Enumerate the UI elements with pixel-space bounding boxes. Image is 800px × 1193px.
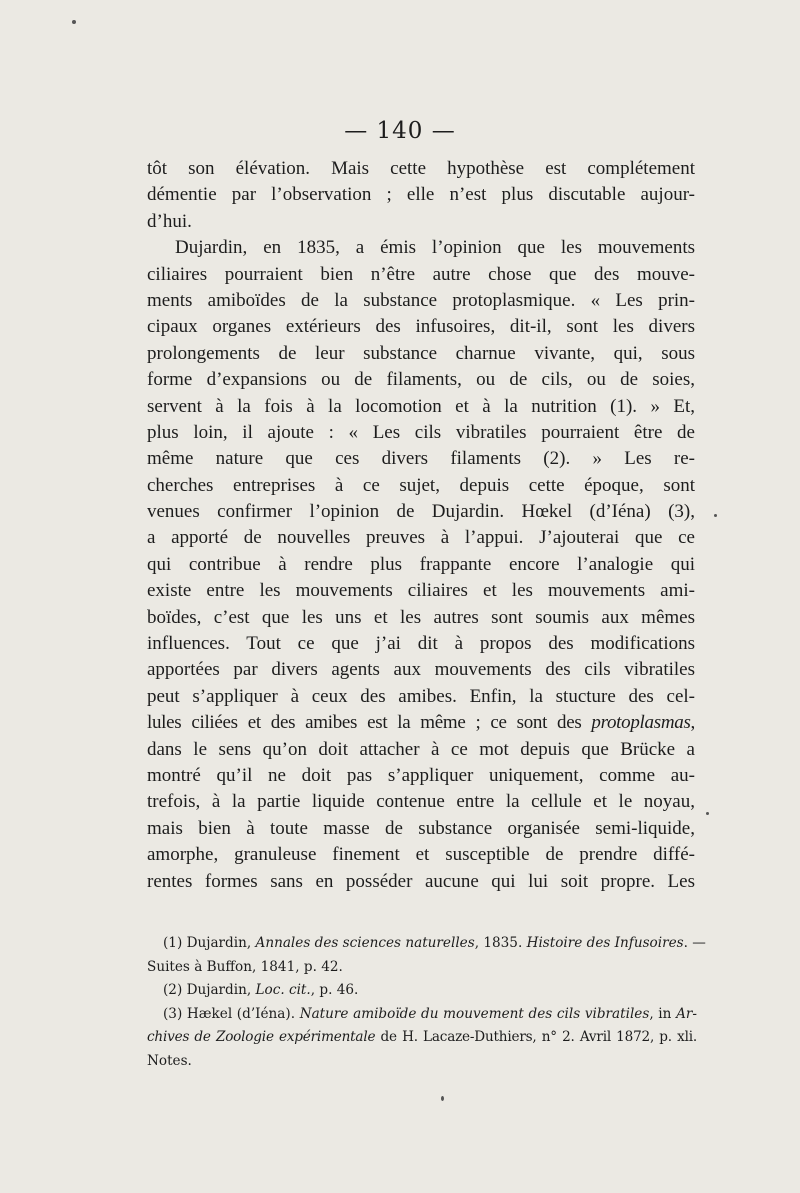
italic-title: Nature amiboïde du mouvement des cils vibratiles — [299, 1005, 650, 1022]
italic-title: Annales des sciences naturelles — [255, 935, 475, 951]
text-line: dans le sens qu’on doit attacher à ce mot depuis que Brücke a — [147, 738, 695, 760]
text-line: existe entre les mouvements ciliaires et les mouvements ami- — [147, 580, 695, 602]
paper-speck — [714, 514, 717, 517]
paper-speck — [441, 1096, 444, 1101]
text-segment: . — — [683, 935, 706, 951]
body-text — [147, 156, 695, 895]
text-segment: (1) Dujardin, — [163, 935, 256, 951]
italic-title: Loc. cit. — [255, 982, 311, 998]
text-line: cipaux organes extérieurs des infusoires, dit-il, sont les divers — [147, 316, 695, 338]
text-segment: (2) Dujardin, — [163, 982, 256, 998]
text-segment: , 1835. — [474, 935, 527, 951]
page-number: — 140 — — [344, 118, 456, 144]
text-line: apportées par divers agents aux mouvements des cils vibratiles — [147, 659, 695, 681]
text-line: boïdes, c’est que les uns et les autres sont soumis aux mêmes — [147, 606, 695, 628]
paper-speck — [706, 812, 709, 815]
text-line: a apporté de nouvelles preuves à l’appui. J’ajouterai que ce — [147, 527, 695, 549]
text-line: même nature que ces divers filaments (2). » Les re- — [147, 448, 695, 470]
text-line: ciliaires pourraient bien n’être autre chose que des mouve- — [147, 263, 695, 285]
text-line: tôt son élévation. Mais cette hypothèse est complétement — [147, 158, 695, 179]
italic-title: Histoire des Infusoires — [526, 935, 684, 951]
text-segment: lules ciliées et des amibes est la même ; ce sont des — [147, 712, 592, 734]
text-line: rentes formes sans en posséder aucune qui lui soit propre. Les — [147, 870, 695, 892]
footnote-2 — [147, 979, 697, 1003]
text-line: trefois, à la partie liquide contenue entre la cellule et le noyau, — [147, 791, 695, 813]
text-segment: , in — [649, 1005, 677, 1022]
italic-title: Ar- — [676, 1005, 697, 1022]
text-line: mais bien à toute masse de substance organisée semi-liquide, — [147, 817, 695, 839]
text-line: plus loin, il ajoute : « Les cils vibratiles pourraient être de — [147, 421, 695, 443]
text-line: démentie par l’observation ; elle n’est plus discutable aujour- — [147, 184, 695, 206]
text-line: cherches entreprises à ce sujet, depuis cette époque, sont — [147, 474, 695, 496]
text-segment: (3) Hækel (d’Iéna). — [163, 1005, 300, 1022]
text-line: servent à la fois à la locomotion et à la nutrition (1). » Et, — [147, 395, 695, 417]
text-line: peut s’appliquer à ceux des amibes. Enfin, la stucture des cel- — [147, 685, 695, 707]
text-segment: , p. 46. — [310, 982, 359, 998]
text-segment: de H. Lacaze-Duthiers, n° 2. Avril 1872, p. xli. — [375, 1029, 697, 1045]
italic-term: protoplasmas — [591, 712, 691, 734]
text-line: prolongements de leur substance charnue vivante, qui, sous — [147, 342, 695, 364]
italic-title: chives de Zoologie expérimentale — [147, 1029, 376, 1045]
paper-speck — [72, 20, 76, 24]
text-line: amorphe, granuleuse finement et susceptible de prendre diffé- — [147, 844, 695, 866]
text-line: forme d’expansions ou de filaments, ou de cils, ou de soies, — [147, 369, 695, 391]
text-line: Dujardin, en 1835, a émis l’opinion que les mouvements — [175, 237, 695, 259]
footnote-1-cont: Suites à Buffon, 1841, p. 42. — [147, 958, 343, 975]
text-line: venues confirmer l’opinion de Dujardin. Hœkel (d’Iéna) (3), — [147, 501, 695, 523]
footnote-3-cont — [147, 1026, 697, 1050]
text-line: qui contribue à rendre plus frappante encore l’analogie qui — [147, 553, 695, 575]
text-line: montré qu’il ne doit pas s’appliquer uniquement, comme au- — [147, 764, 695, 786]
footnote-1 — [147, 932, 706, 956]
footnote-3-end: Notes. — [147, 1052, 192, 1069]
footnotes — [147, 932, 706, 1073]
text-line — [147, 710, 695, 736]
text-segment: , — [690, 712, 695, 734]
text-line: d’hui. — [147, 210, 192, 232]
text-line: ments amiboïdes de la substance protoplasmique. « Les prin- — [147, 289, 695, 311]
footnote-3 — [147, 1003, 697, 1027]
text-line: influences. Tout ce que j’ai dit à propos des modifications — [147, 633, 695, 655]
